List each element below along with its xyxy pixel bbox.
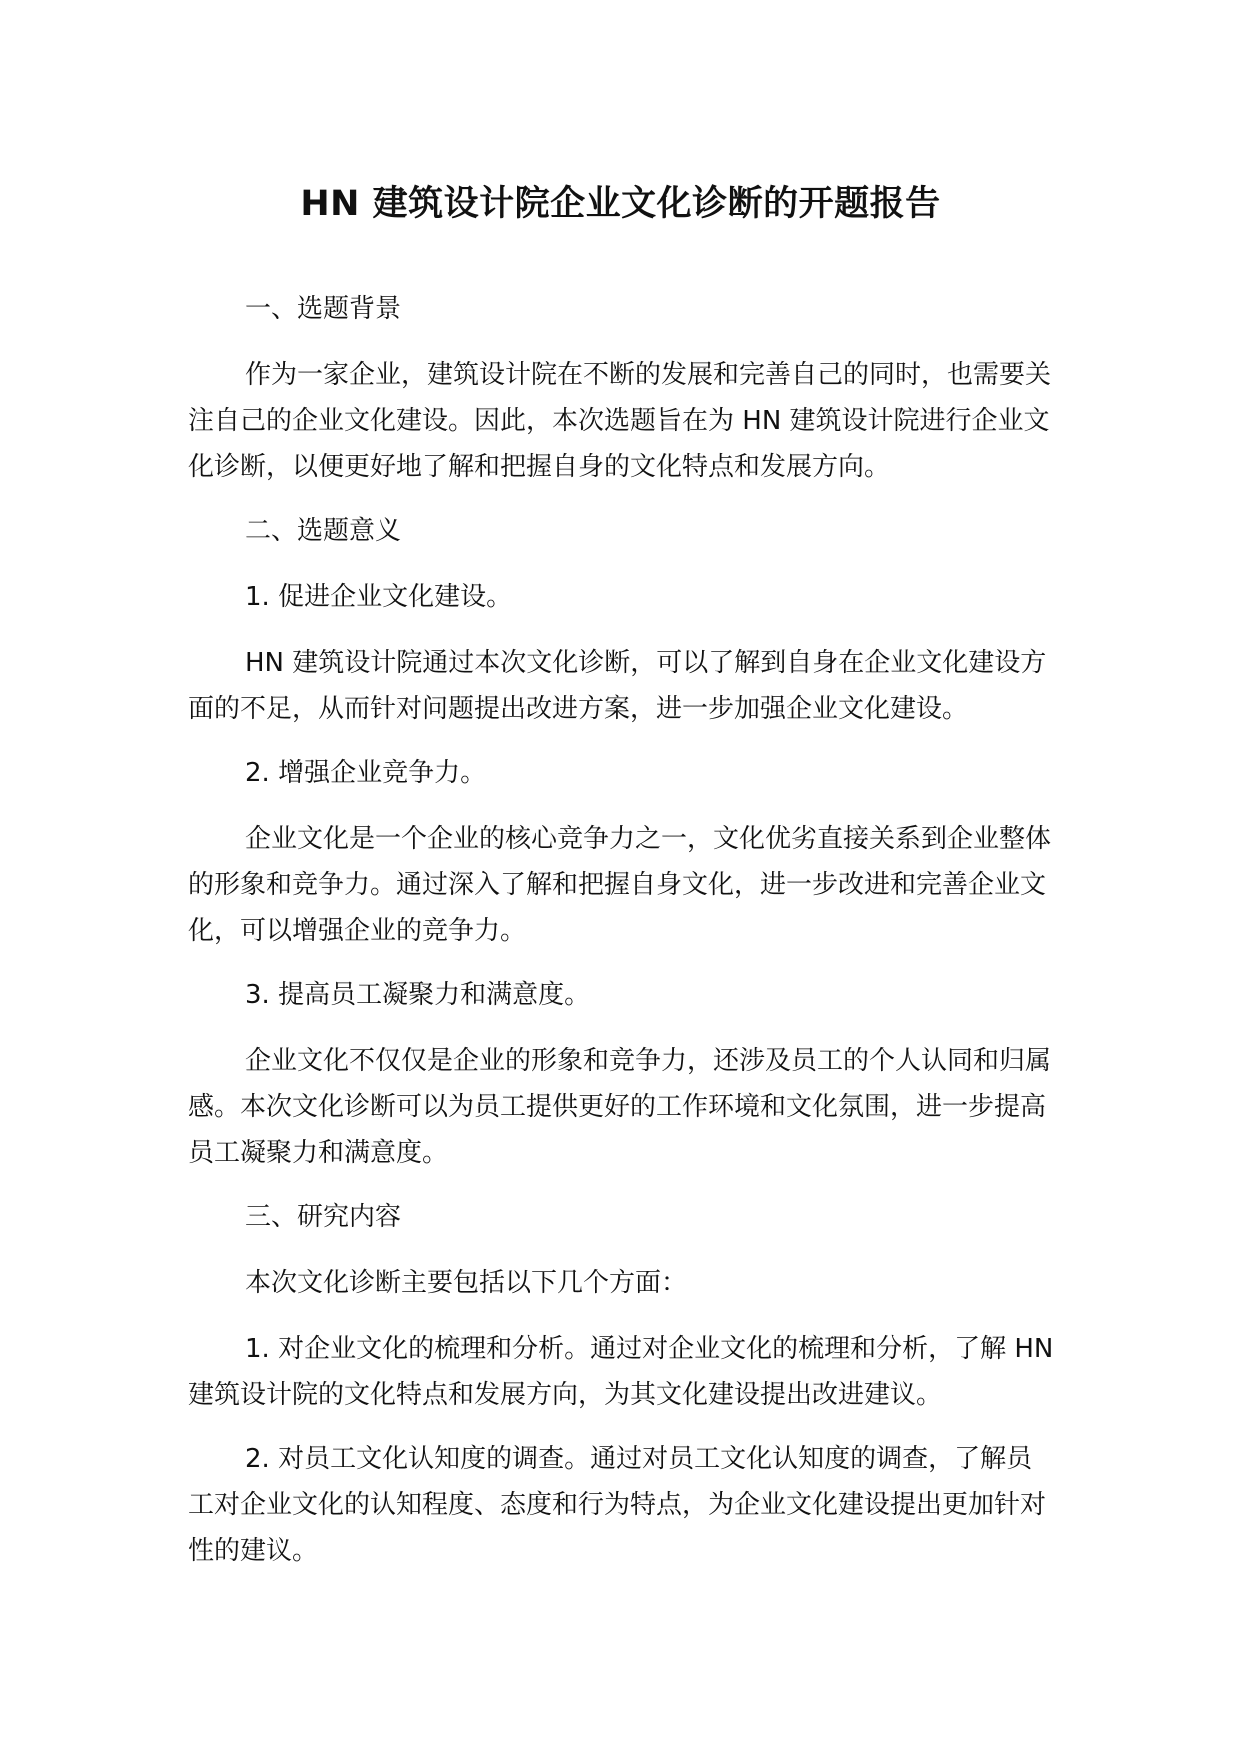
- list-item-heading-1: 1. 促进企业文化建设。: [245, 582, 513, 612]
- paragraph-content-intro: 本次文化诊断主要包括以下几个方面：: [245, 1268, 688, 1298]
- paragraph-background: 作为一家企业，建筑设计院在不断的发展和完善自己的同时，也需要关注自己的企业文化建设。因此，本次选题旨在为 HN 建筑设计院进行企业文化诊断，以便更好地了解和把握自身的文化特点和发展方向。: [188, 360, 1052, 482]
- paragraph-content-1: 1. 对企业文化的梳理和分析。通过对企业文化的梳理和分析，了解 HN 建筑设计院的文化特点和发展方向，为其文化建设提出改进建议。: [188, 1334, 1054, 1410]
- document-body: [188, 286, 1058, 1592]
- document-title: HN 建筑设计院企业文化诊断的开题报告: [300, 184, 941, 224]
- list-item-heading-2: 2. 增强企业竞争力。: [245, 758, 487, 788]
- section-heading-content: 三、研究内容: [245, 1202, 402, 1232]
- section-heading-significance: 二、选题意义: [245, 516, 402, 546]
- paragraph-significance-3: 企业文化不仅仅是企业的形象和竞争力，还涉及员工的个人认同和归属感。本次文化诊断可以为员工提供更好的工作环境和文化氛围，进一步提高员工凝聚力和满意度。: [188, 1046, 1052, 1168]
- paragraph-significance-1: HN 建筑设计院通过本次文化诊断，可以了解到自身在企业文化建设方面的不足，从而针对问题提出改进方案，进一步加强企业文化建设。: [188, 648, 1047, 724]
- paragraph-content-2: 2. 对员工文化认知度的调查。通过对员工文化认知度的调查，了解员工对企业文化的认知程度、态度和行为特点，为企业文化建设提出更加针对性的建议。: [188, 1444, 1047, 1566]
- section-heading-background: 一、选题背景: [245, 294, 402, 324]
- list-item-heading-3: 3. 提高员工凝聚力和满意度。: [245, 980, 591, 1010]
- paragraph-significance-2: 企业文化是一个企业的核心竞争力之一，文化优劣直接关系到企业整体的形象和竞争力。通过深入了解和把握自身文化，进一步改进和完善企业文化，可以增强企业的竞争力。: [188, 824, 1052, 946]
